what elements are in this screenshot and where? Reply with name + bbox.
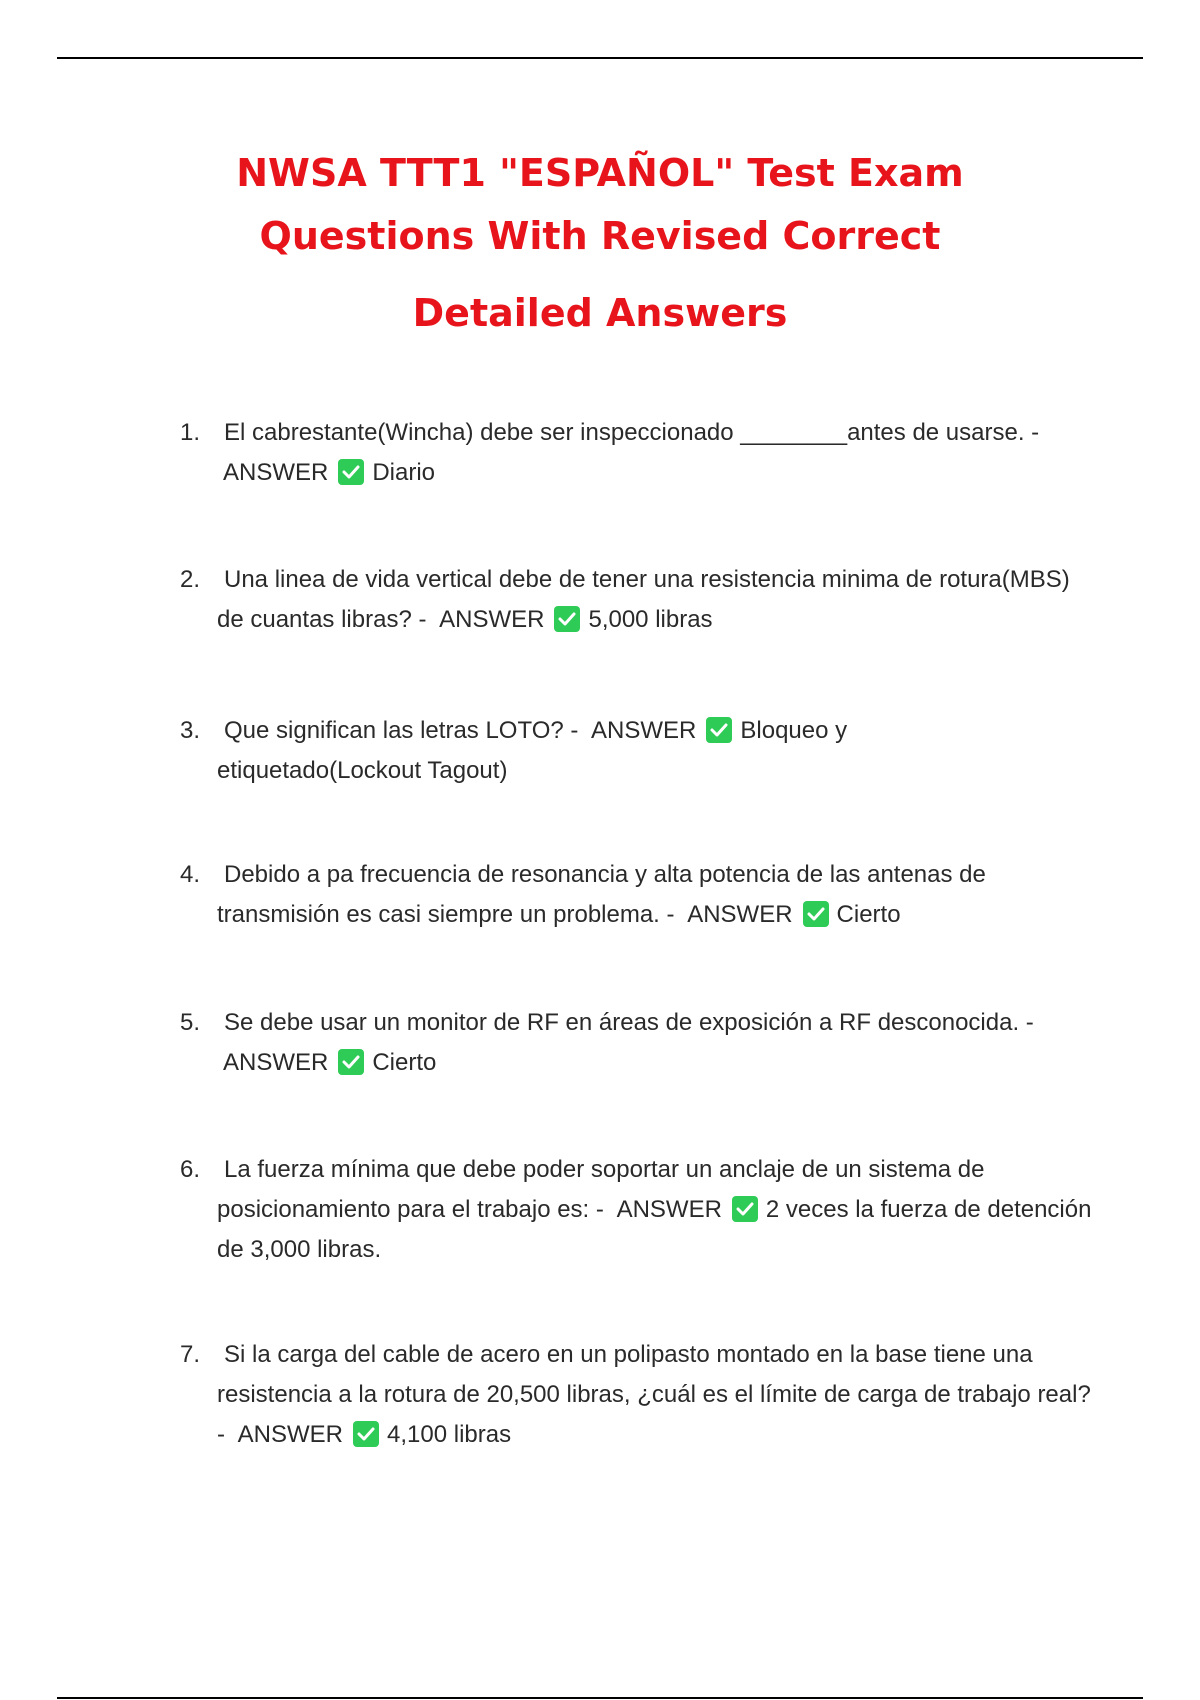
- question-text: El cabrestante(Wincha) debe ser inspeccionado ________antes de usarse. -: [224, 419, 1040, 446]
- question-number: 2.: [180, 566, 201, 593]
- answer-label: ANSWER: [439, 606, 545, 633]
- question-text: Debido a pa frecuencia de resonancia y alta potencia de las antenas de transmisión es casi siempre un problema. -: [217, 861, 986, 928]
- question-item: [180, 560, 1100, 640]
- answer-label: ANSWER: [237, 1421, 344, 1448]
- answer-label: ANSWER: [687, 901, 793, 928]
- question-body: [217, 711, 877, 791]
- question-body: [217, 1150, 1100, 1270]
- answer-label: ANSWER: [591, 717, 697, 744]
- answer-label: ANSWER: [616, 1196, 722, 1223]
- question-text: Se debe usar un monitor de RF en áreas de exposición a RF desconocida. -: [224, 1009, 1034, 1036]
- answer-label: ANSWER: [223, 459, 329, 486]
- question-number: 7.: [180, 1341, 201, 1368]
- answer-text: Cierto: [836, 901, 901, 928]
- answer-text: 5,000 libras: [588, 606, 713, 633]
- question-body: [217, 413, 1100, 493]
- footer-rule: [57, 1697, 1143, 1699]
- question-body: [217, 855, 1100, 935]
- question-number: 3.: [180, 717, 201, 744]
- answer-text: Diario: [372, 459, 436, 486]
- question-body: [217, 1003, 1100, 1083]
- question-item: [180, 413, 1100, 493]
- question-number: 5.: [180, 1009, 201, 1036]
- answer-text: 4,100 libras: [387, 1421, 512, 1448]
- check-box-icon: [338, 459, 364, 485]
- question-number: 1.: [180, 419, 201, 446]
- question-item: [180, 855, 1100, 935]
- question-body: [217, 560, 1100, 640]
- question-text: Que significan las letras LOTO? -: [224, 717, 579, 744]
- question-item: [180, 1003, 1100, 1083]
- check-box-icon: [554, 606, 580, 632]
- answer-label: ANSWER: [223, 1049, 329, 1076]
- question-text: Si la carga del cable de acero en un polipasto montado en la base tiene una resistencia a la rotura de 20,500 libras, ¿cuál es el límite de carga de trabajo real? -: [217, 1341, 1091, 1448]
- title-line-2: Questions With Revised Correct: [259, 214, 941, 258]
- check-box-icon: [353, 1421, 379, 1447]
- check-box-icon: [803, 901, 829, 927]
- answer-text: Bloqueo y etiquetado(Lockout Tagout): [217, 717, 848, 784]
- check-box-icon: [706, 717, 732, 743]
- title-line-3: Detailed Answers: [412, 291, 788, 335]
- answer-text: 2 veces la fuerza de detención de 3,000 libras.: [217, 1196, 1092, 1263]
- question-item: [180, 1150, 1100, 1270]
- question-item: [180, 1335, 1100, 1455]
- title-line-1: NWSA TTT1 "ESPAÑOL" Test Exam: [236, 151, 964, 195]
- check-box-icon: [732, 1196, 758, 1222]
- question-number: 6.: [180, 1156, 201, 1183]
- question-body: [217, 1335, 1100, 1455]
- page-title: [150, 142, 1050, 345]
- check-box-icon: [338, 1049, 364, 1075]
- question-item: [180, 711, 1100, 791]
- answer-text: Cierto: [372, 1049, 437, 1076]
- header-rule: [57, 57, 1143, 59]
- question-text: Una linea de vida vertical debe de tener una resistencia minima de rotura(MBS) de cuantas libras? -: [217, 566, 1070, 633]
- question-number: 4.: [180, 861, 201, 888]
- question-text: La fuerza mínima que debe poder soportar un anclaje de un sistema de posicionamiento para el trabajo es: -: [217, 1156, 985, 1223]
